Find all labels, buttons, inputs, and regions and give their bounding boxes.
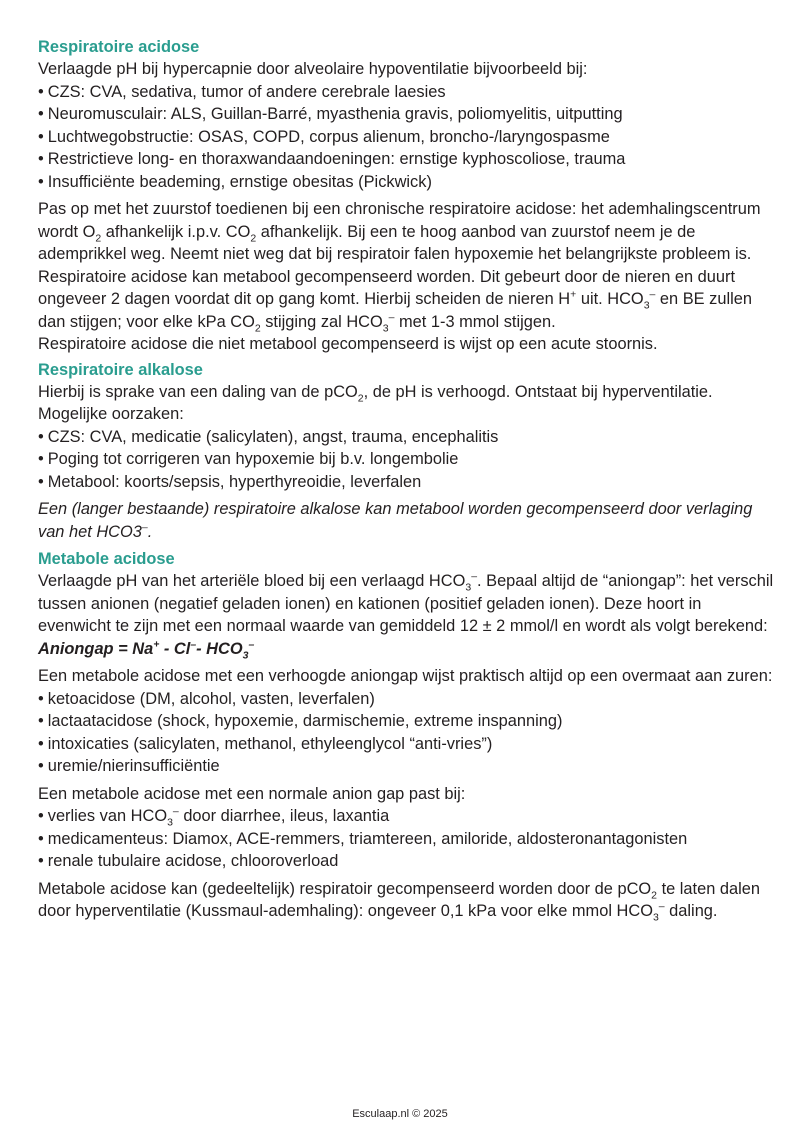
- list-item: • intoxicaties (salicylaten, methanol, ethyleenglycol “anti-vries”): [38, 734, 493, 753]
- oxygen-warning-paragraph: Pas op met het zuurstof toedienen bij een chronische respiratoire acidose: het ademhalingscentrum wordt $O_2$ afhankelijk i.p.v. $CO_2$ afhankelijk. Bij een te hoog aanbod van zuurstof neem je de ademprikkel weg. Neemt niet weg dat bij respiratoir falen hypoxemie het belangrijkste probleem is.: [38, 200, 761, 263]
- resp-alkalose-intro: Hierbij is sprake van een daling van de pCO$_2$, de pH is verhoogd. Ontstaat bij hyperventilatie. Mogelijke oorzaken:: [38, 382, 713, 423]
- bullet-icon: •: [38, 127, 44, 146]
- bullet-icon: •: [38, 807, 44, 825]
- respiratory-compensation-paragraph: Metabole acidose kan (gedeeltelijk) respiratoir gecompenseerd worden door de pCO$_2$ te laten dalen door hyperventilatie (Kussmaul-ademhaling): ongeveer 0,1 kPa voor elke mmol $HCO_3^-$ daling.: [38, 879, 760, 924]
- high-gap-intro: Een metabole acidose met een verhoogde aniongap wijst praktisch altijd op een overmaat aan zuren:: [38, 667, 773, 685]
- bullet-icon: •: [38, 829, 44, 848]
- bullet-icon: •: [38, 712, 44, 730]
- heading-metabole-acidose: Metabole acidose: [38, 550, 175, 568]
- list-item: • lactaatacidose (shock, hypoxemie, darmischemie, extreme inspanning): [38, 712, 563, 730]
- document-page: [38, 36, 778, 923]
- met-acidose-intro: Verlaagde pH van het arteriële bloed bij een verlaagd $HCO_3^-$. Bepaal altijd de “aniongap”: het verschil tussen anionen (negatief geladen ionen) en kationen (positief geladen ionen). Deze hoort in evenwicht te zijn met een normaal waarde van gemiddeld 12 ± 2 mmol/l en wordt als volgt berekend:: [38, 570, 774, 635]
- list-item: • Insufficiënte beademing, ernstige obesitas (Pickwick): [38, 172, 432, 191]
- list-item: • verlies van $HCO_3^-$ door diarrhee, ileus, laxantia: [38, 805, 390, 829]
- resp-acidose-causes-list: [38, 81, 778, 194]
- list-item: • ketoacidose (DM, alcohol, vasten, leverfalen): [38, 689, 375, 708]
- bullet-icon: •: [38, 852, 44, 870]
- list-item: • Neuromusculair: ALS, Guillan-Barré, myasthenia gravis, poliomyelitis, uitputting: [38, 105, 623, 123]
- list-item: • medicamenteus: Diamox, ACE-remmers, triamtereen, amiloride, aldosteronantagonisten: [38, 829, 688, 848]
- list-item: • Restrictieve long- en thoraxwandaandoeningen: ernstige kyphoscoliose, trauma: [38, 150, 626, 168]
- acute-disorder-paragraph: Respiratoire acidose die niet metabool gecompenseerd is wijst op een acute stoornis.: [38, 335, 658, 353]
- bullet-icon: •: [38, 734, 44, 753]
- list-item: • renale tubulaire acidose, chlooroverload: [38, 852, 339, 870]
- footer-copyright: Esculaap.nl © 2025: [352, 1108, 448, 1120]
- alkalose-compensation-note: Een (langer bestaande) respiratoire alkalose kan metabool worden gecompenseerd door verlaging van het HCO3–.: [38, 500, 753, 541]
- bullet-icon: •: [38, 150, 44, 168]
- bullet-icon: •: [38, 757, 44, 775]
- metabolic-compensation-paragraph: Respiratoire acidose kan metabool gecompenseerd worden. Dit gebeurt door de nieren en duurt ongeveer 2 dagen voordat dit op gang komt. Hierbij scheiden de nieren H+ uit. $HCO_3^-$ en BE zullen dan stijgen; voor elke kPa $CO_2$ stijging zal $HCO_3^-$ met 1-3 mmol stijgen.: [38, 267, 752, 334]
- list-item: • Metabool: koorts/sepsis, hyperthyreoidie, leverfalen: [38, 472, 422, 491]
- resp-alkalose-causes-list: [38, 426, 778, 494]
- high-gap-causes-list: [38, 688, 778, 778]
- list-item: • Poging tot corrigeren van hypoxemie bij b.v. longembolie: [38, 450, 459, 468]
- heading-respiratoire-acidose: Respiratoire acidose: [38, 38, 200, 56]
- bullet-icon: •: [38, 689, 44, 708]
- list-item: • Luchtwegobstructie: OSAS, COPD, corpus alienum, broncho-/laryngospasme: [38, 127, 610, 146]
- aniongap-formula: Aniongap = Na+ - Cl–- $HCO_3^-$: [38, 638, 255, 661]
- list-item: • CZS: CVA, medicatie (salicylaten), angst, trauma, encephalitis: [38, 427, 499, 446]
- bullet-icon: •: [38, 472, 44, 491]
- list-item: • CZS: CVA, sedativa, tumor of andere cerebrale laesies: [38, 82, 446, 101]
- bullet-icon: •: [38, 105, 44, 123]
- bullet-icon: •: [38, 427, 44, 446]
- bullet-icon: •: [38, 450, 44, 468]
- bullet-icon: •: [38, 172, 44, 191]
- list-item: • uremie/nierinsufficiëntie: [38, 757, 220, 775]
- normal-gap-causes-list: [38, 805, 778, 873]
- normal-gap-intro: Een metabole acidose met een normale anion gap past bij:: [38, 784, 466, 803]
- bullet-icon: •: [38, 82, 44, 101]
- resp-acidose-intro: Verlaagde pH bij hypercapnie door alveolaire hypoventilatie bijvoorbeeld bij:: [38, 60, 588, 78]
- heading-respiratoire-alkalose: Respiratoire alkalose: [38, 360, 203, 379]
